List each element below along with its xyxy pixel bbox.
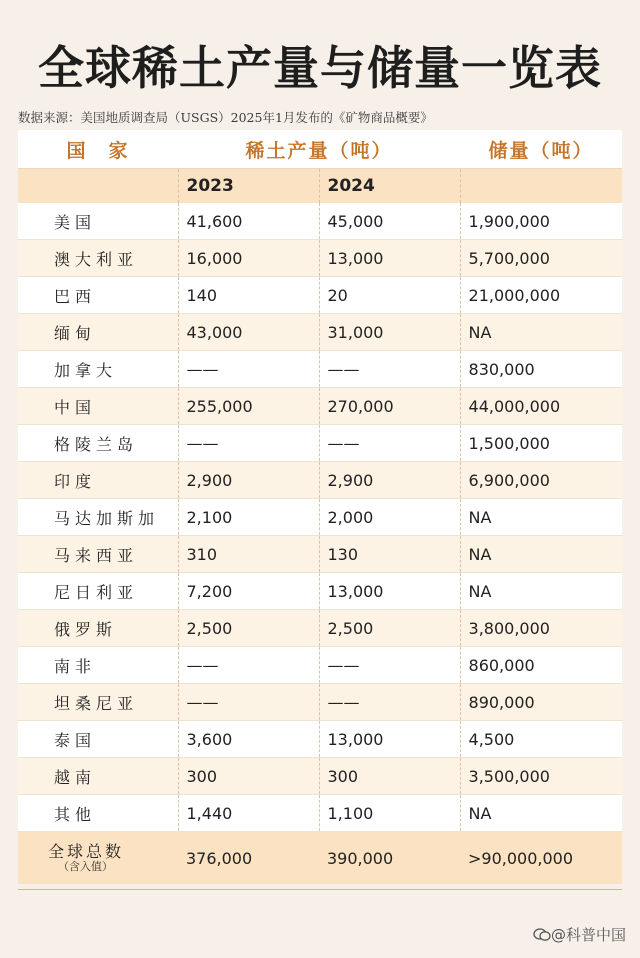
production-2023-cell: 140 [178,277,319,314]
production-2024-cell: 1,100 [319,795,460,832]
production-2023-cell: 2,900 [178,462,319,499]
country-cell: 马达加斯加 [18,499,178,536]
country-cell: 澳大利亚 [18,240,178,277]
country-cell: 印度 [18,462,178,499]
production-2024-cell: —— [319,351,460,388]
production-2024-cell: 13,000 [319,573,460,610]
table-row [18,203,622,240]
reserves-cell: NA [460,499,622,536]
table-row [18,721,622,758]
reserves-cell: 860,000 [460,647,622,684]
total-2023: 376,000 [178,832,319,885]
production-2024-cell: 45,000 [319,203,460,240]
country-cell: 其他 [18,795,178,832]
rare-earth-table [18,130,622,884]
country-cell: 加拿大 [18,351,178,388]
reserves-cell: 830,000 [460,351,622,388]
production-2024-cell: 130 [319,536,460,573]
reserves-cell: NA [460,314,622,351]
country-cell: 南非 [18,647,178,684]
country-cell: 格陵兰岛 [18,425,178,462]
reserves-cell: 3,800,000 [460,610,622,647]
production-2023-cell: 41,600 [178,203,319,240]
reserves-column-header: 储量（吨） [460,130,622,169]
country-cell: 马来西亚 [18,536,178,573]
table-row [18,573,622,610]
production-2024-cell: 2,900 [319,462,460,499]
production-2023-cell: 255,000 [178,388,319,425]
total-row [18,832,622,885]
total-note: （含入值） [58,859,113,873]
production-2024-cell: 20 [319,277,460,314]
watermark [533,924,626,945]
table-row [18,388,622,425]
production-2023-cell: —— [178,647,319,684]
production-2024-cell: 2,500 [319,610,460,647]
production-2024-cell: —— [319,425,460,462]
country-cell: 尼日利亚 [18,573,178,610]
production-2024-cell: 270,000 [319,388,460,425]
table-row [18,647,622,684]
production-2024-cell: 13,000 [319,721,460,758]
year-row [18,169,622,204]
reserves-cell: NA [460,536,622,573]
production-2024-cell: 13,000 [319,240,460,277]
chat-bubble-icon [533,928,551,942]
table-body [18,203,622,832]
country-cell: 俄罗斯 [18,610,178,647]
page-title: 全球稀土产量与储量一览表 [38,41,602,95]
total-reserves: >90,000,000 [460,832,622,885]
total-2024: 390,000 [319,832,460,885]
production-column-header: 稀土产量（吨） [178,130,460,169]
production-2023-cell: 43,000 [178,314,319,351]
year-2024-header: 2024 [319,169,460,204]
table-row [18,795,622,832]
production-2023-cell: —— [178,425,319,462]
production-2023-cell: 2,500 [178,610,319,647]
reserves-cell: NA [460,795,622,832]
production-2023-cell: 16,000 [178,240,319,277]
production-2023-cell: 2,100 [178,499,319,536]
country-cell: 美国 [18,203,178,240]
reserves-cell: 4,500 [460,721,622,758]
table-row [18,351,622,388]
production-2024-cell: —— [319,647,460,684]
table-row [18,240,622,277]
country-cell: 坦桑尼亚 [18,684,178,721]
watermark-text: @科普中国 [550,926,626,944]
reserves-cell: 5,700,000 [460,240,622,277]
reserves-cell: 890,000 [460,684,622,721]
table-row [18,758,622,795]
production-2023-cell: 7,200 [178,573,319,610]
table-row [18,314,622,351]
production-2024-cell: —— [319,684,460,721]
reserves-cell: 21,000,000 [460,277,622,314]
production-2023-cell: 1,440 [178,795,319,832]
reserves-cell: 44,000,000 [460,388,622,425]
divider [18,889,622,890]
production-2023-cell: —— [178,684,319,721]
production-2023-cell: 300 [178,758,319,795]
table-row [18,684,622,721]
table-row [18,425,622,462]
table-row [18,462,622,499]
production-2024-cell: 300 [319,758,460,795]
reserves-cell: 1,900,000 [460,203,622,240]
reserves-cell: 3,500,000 [460,758,622,795]
table-row [18,499,622,536]
total-label: 全球总数 [48,842,125,862]
production-2024-cell: 31,000 [319,314,460,351]
country-cell: 缅甸 [18,314,178,351]
reserves-cell: NA [460,573,622,610]
table-row [18,610,622,647]
country-column-header: 国 家 [18,130,178,169]
header-row [18,130,622,169]
country-cell: 越南 [18,758,178,795]
production-2023-cell: 3,600 [178,721,319,758]
production-2024-cell: 2,000 [319,499,460,536]
reserves-cell: 1,500,000 [460,425,622,462]
country-cell: 泰国 [18,721,178,758]
year-2023-header: 2023 [178,169,319,204]
country-cell: 中国 [18,388,178,425]
table-row [18,536,622,573]
data-source-note: 数据来源：美国地质调查局（USGS）2025年1月发布的《矿物商品概要》 [18,110,433,125]
production-2023-cell: 310 [178,536,319,573]
reserves-cell: 6,900,000 [460,462,622,499]
country-cell: 巴西 [18,277,178,314]
production-2023-cell: —— [178,351,319,388]
table-row [18,277,622,314]
